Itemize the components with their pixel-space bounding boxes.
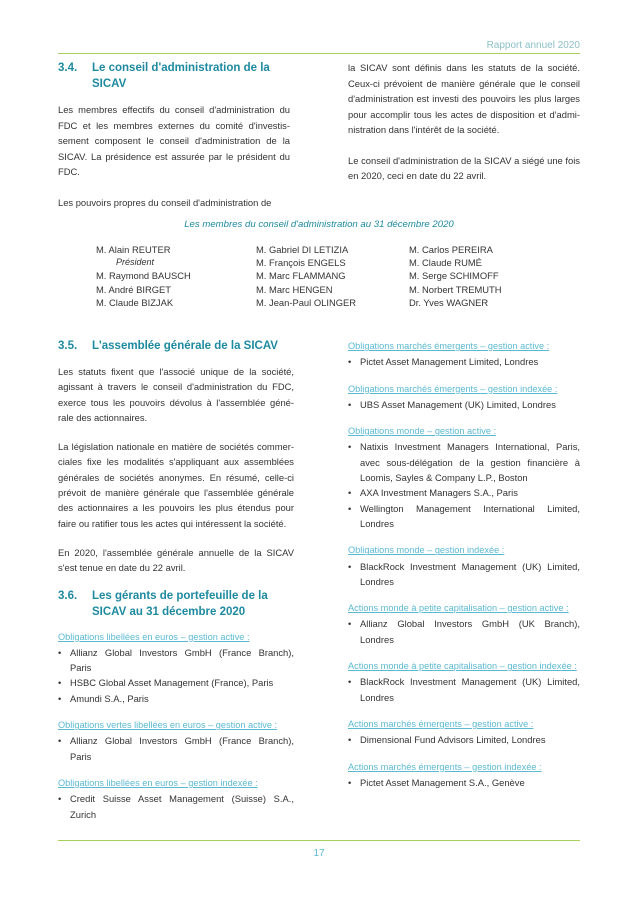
board-member-role: Président [116,257,155,268]
manager-item: • Pictet Asset Management Limited, Londres [348,354,580,369]
manager-item: • BlackRock Investment Management (UK) Limited, Londres [348,559,580,590]
manager-item: • HSBC Global Asset Management (France), Paris [58,675,294,690]
manager-category: Actions monde à petite capitalisation – gestion active : [348,603,569,614]
board-member: M. André BIRGET [96,283,172,295]
paragraph: la SICAV sont définis dans les statuts de la société. Ceux-ci prévoient de manière générale que le conseil d'administration est investi des pouvoirs les plus larges pour accomplir tous les actes de disposition et d'admi-nistration dans l'intérêt de la société. [348,62,580,135]
paragraph: Les pouvoirs propres du conseil d'administration de [58,196,272,208]
heading-text: L'assemblée générale de la SICAV [92,340,278,352]
board-members-title: Les membres du conseil d'administration au 31 décembre 2020 [184,219,454,230]
manager-item: • AXA Investment Managers S.A., Paris [348,485,580,500]
manager-item: • Allianz Global Investors GmbH (France Branch), Paris [58,733,294,764]
manager-item: • Allianz Global Investors GmbH (UK Branch), Londres [348,616,580,647]
board-member: M. Raymond BAUSCH [96,270,191,282]
manager-item: • Allianz Global Investors GmbH (France Branch), Paris [58,645,294,676]
manager-item: • Wellington Management International Limited, Londres [348,501,580,532]
section-3-5-heading [58,338,294,354]
manager-category: Obligations libellées en euros – gestion active : [58,631,250,642]
section-3-6-heading [58,588,294,620]
heading-line-1: Les gérants de portefeuille de la [92,589,268,602]
board-column-1 [96,243,191,309]
board-member: M. Norbert TREMUTH [409,283,502,295]
manager-category: Obligations marchés émergents – gestion indexée : [348,383,558,394]
section-number: 3.6. [58,589,78,602]
board-member: M. Marc FLAMMANG [256,270,346,282]
manager-item: • Pictet Asset Management S.A., Genève [348,775,580,790]
manager-category: Obligations libellées en euros – gestion indexée : [58,777,258,788]
section-number: 3.5. [58,340,78,352]
manager-category: Obligations marchés émergents – gestion active : [348,341,550,351]
board-member: M. Carlos PEREIRA [409,244,493,255]
board-column-3 [409,243,502,309]
heading-line-1: Le conseil d'administration de la [92,62,270,74]
report-header: Rapport annuel 2020 [486,40,580,51]
board-column-2 [256,243,356,309]
heading-line-2: SICAV [92,78,127,90]
lower-right-column [348,339,580,790]
manager-item: • BlackRock Investment Management (UK) Limited, Londres [348,674,580,705]
manager-category: Actions marchés émergents – gestion active : [348,718,534,729]
header-divider [58,53,580,54]
paragraph: Les membres effectifs du conseil d'administration du FDC et les membres externes du comité d'investis-sement composent le conseil d'administration de la SICAV. La présidence est assurée par le président du FDC. [58,104,290,177]
manager-category: Obligations monde – gestion active : [348,426,497,437]
board-member: M. Serge SCHIMOFF [409,270,499,282]
manager-item: • Natixis Investment Managers International, Paris, avec sous-délégation de la gestion financière à Loomis, Sayles & Company L.P., Boston [348,439,580,485]
board-member: M. Gabriel DI LETIZIA [256,244,349,255]
heading-line-2: SICAV au 31 décembre 2020 [92,605,246,618]
paragraph: La législation nationale en matière de sociétés commer-ciales fixe les modalités s'appliquant aux assemblées générales de sociétés anonymes. En résumé, celle-ci prévoit de manière générale que l'assemblée générale des actionnaires a les pouvoirs les plus étendus pour faire ou ratifier tous les actes qui intéressent la société. [58,441,294,529]
manager-item: • Credit Suisse Asset Management (Suisse) S.A., Zurich [58,791,294,822]
manager-category: Actions monde à petite capitalisation – gestion indexée : [348,661,577,672]
board-member: Dr. Yves WAGNER [409,296,489,308]
board-member: M. Alain REUTER [96,244,171,255]
page-number: 17 [313,848,325,859]
section-3-4-heading [58,60,290,92]
manager-category: Obligations vertes libellées en euros – gestion active : [58,720,278,731]
section-3-4-left [58,60,290,210]
board-member: M. François ENGELS [256,257,346,269]
paragraph: En 2020, l'assemblée générale annuelle de la SICAV s'est tenue en date du 22 avril. [58,546,294,574]
lower-left-column [58,338,294,822]
manager-category: Actions marchés émergents – gestion indexée : [348,761,542,772]
section-3-4-right [348,60,580,184]
manager-item: • UBS Asset Management (UK) Limited, Londres [348,397,580,412]
manager-category: Obligations monde – gestion indexée : [348,545,505,556]
board-member: M. Marc HENGEN [256,283,333,295]
paragraph: Le conseil d'administration de la SICAV a siégé une fois en 2020, ceci en date du 22 avril. [348,154,580,181]
manager-item: • Dimensional Fund Advisors Limited, Londres [348,732,580,747]
board-member: M. Jean-Paul OLINGER [256,296,357,308]
footer-divider [58,840,580,841]
board-member: M. Claude BIZJAK [96,296,174,308]
paragraph: Les statuts fixent que l'associé unique de la société, agissant à travers le conseil d'administration du FDC, exerce tous les pouvoirs dévolus à l'assemblée géné-rale des actionnaires. [58,366,294,423]
manager-item: • Amundi S.A., Paris [58,691,294,706]
board-member: M. Claude RUMÉ [409,257,482,269]
section-number: 3.4. [58,62,78,74]
